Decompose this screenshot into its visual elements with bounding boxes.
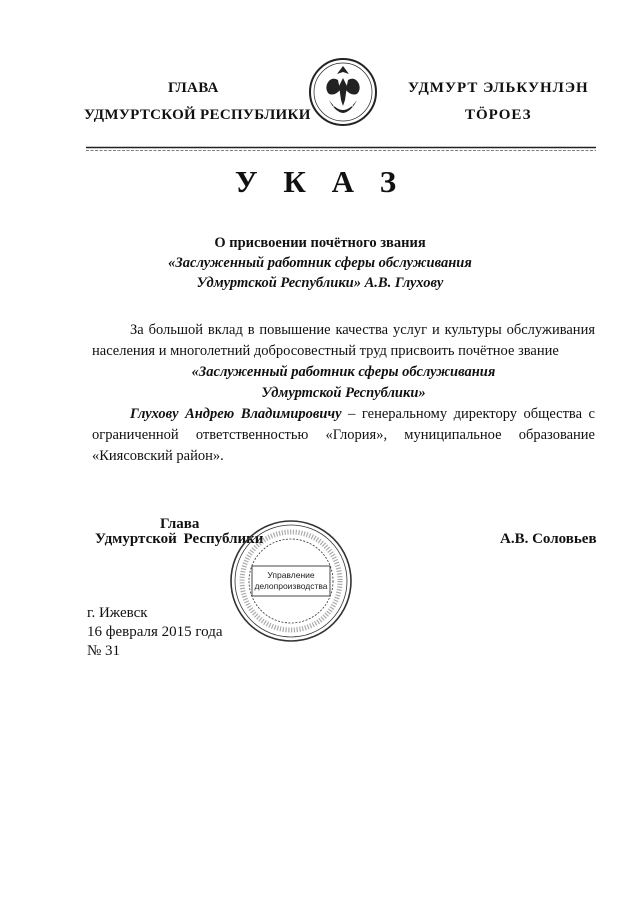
header-divider bbox=[86, 146, 596, 152]
signatory-name: А.В. Соловьев bbox=[500, 531, 597, 547]
date: 16 февраля 2015 года bbox=[87, 624, 223, 640]
subject-line1: О присвоении почётного звания bbox=[214, 235, 426, 251]
coat-of-arms-icon bbox=[307, 56, 379, 128]
decree-number: № 31 bbox=[87, 643, 121, 659]
city: г. Ижевск bbox=[87, 605, 148, 621]
document-title: У К А З bbox=[234, 164, 406, 199]
recipient-paragraph bbox=[92, 404, 595, 467]
stamp-text-line1: Управление bbox=[267, 570, 315, 580]
stamp-text-line2: делопроизводства bbox=[254, 581, 328, 591]
official-stamp bbox=[228, 518, 354, 644]
header-right-line1: УДМУРТ ЭЛЬКУНЛЭН bbox=[408, 80, 589, 96]
signatory-title-line1: Глава bbox=[160, 516, 200, 532]
decree-subject bbox=[100, 233, 540, 293]
recipient-name: Глухову Андрею Владимировичу bbox=[130, 406, 342, 422]
header-right-line2: ТӦРОЕЗ bbox=[465, 107, 532, 123]
award-line1: «Заслуженный работник сферы обслуживания bbox=[191, 364, 496, 380]
decree-body bbox=[92, 320, 595, 467]
subject-line2: «Заслуженный работник сферы обслуживания bbox=[168, 255, 472, 271]
award-title bbox=[92, 362, 595, 404]
award-line2: Удмуртской Республики» bbox=[261, 385, 426, 401]
header-left-line2: УДМУРТСКОЙ РЕСПУБЛИКИ bbox=[84, 107, 311, 123]
body-paragraph: За большой вклад в повышение качества услуг и культуры обслуживания населения и многолетний добросовестный труд присвоить почётное звание bbox=[92, 322, 595, 359]
recipient-details: – генеральному директору общества с ограниченной ответственностью «Глория», муниципальное образование «Киясовский район». bbox=[92, 406, 595, 464]
subject-line3: Удмуртской Республики» А.В. Глухову bbox=[196, 275, 444, 291]
header-left-line1: ГЛАВА bbox=[168, 80, 219, 96]
signatory-title-line2: Удмуртской Республики bbox=[95, 531, 264, 547]
place-date-block bbox=[87, 604, 223, 661]
